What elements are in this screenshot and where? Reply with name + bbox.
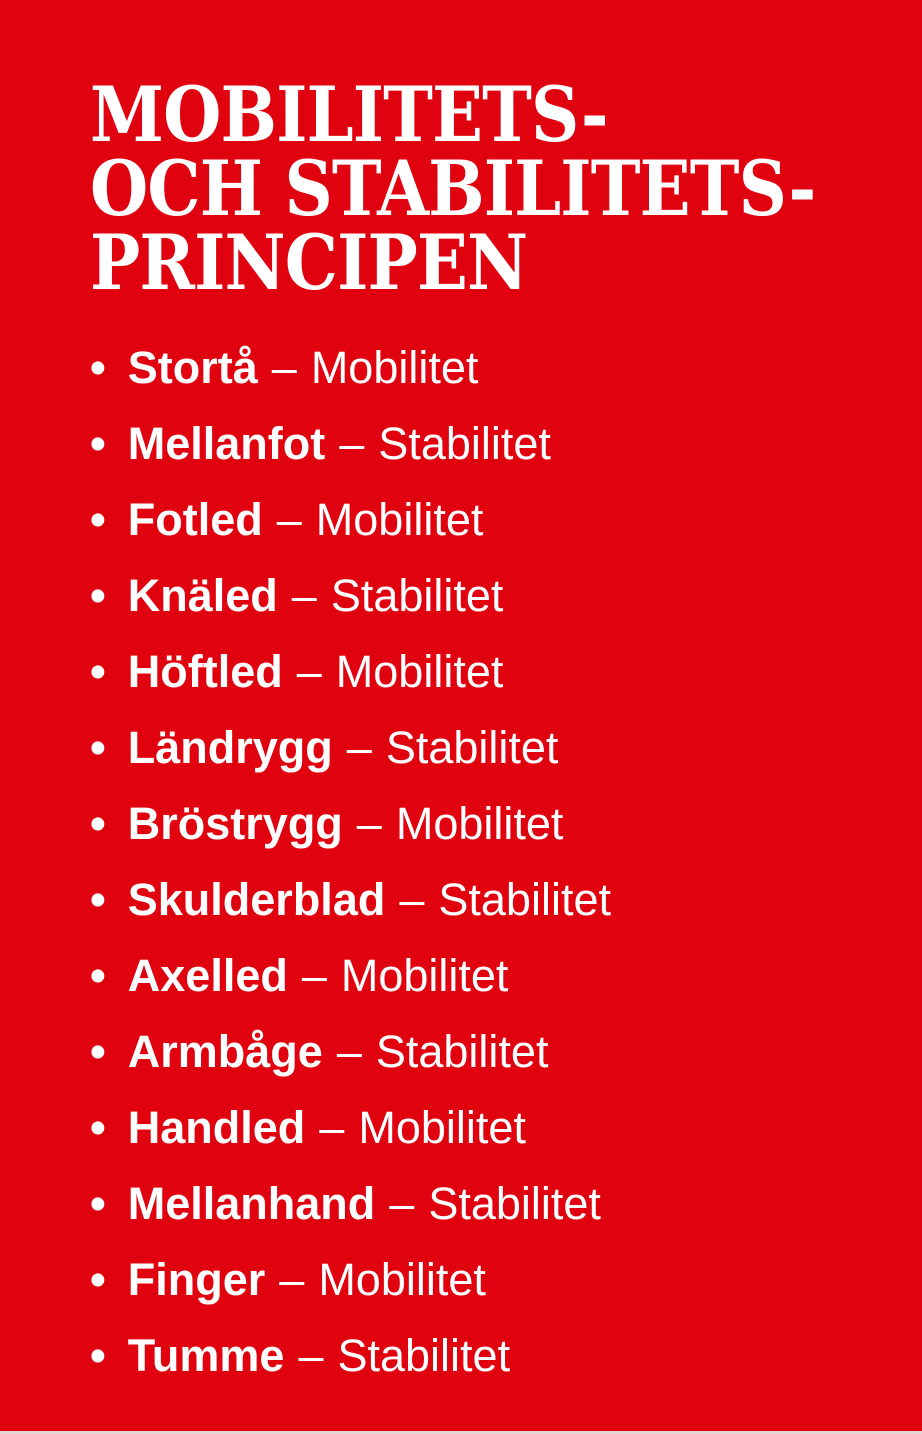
- list-item: [0, 406, 922, 482]
- list-item: [0, 710, 922, 786]
- separator-dash: –: [298, 1330, 324, 1381]
- joint-name: Fotled: [127, 494, 263, 545]
- list-item: [0, 1242, 922, 1318]
- bullet-icon: •: [90, 950, 106, 1001]
- bullet-icon: •: [90, 342, 106, 393]
- joint-name: Höftled: [127, 646, 283, 697]
- bullet-icon: •: [90, 646, 106, 697]
- title-line-2: OCH STABILITETS-: [90, 144, 816, 233]
- bullet-icon: •: [90, 1102, 106, 1153]
- joint-name: Axelled: [127, 950, 288, 1001]
- joint-name: Mellanhand: [127, 1178, 376, 1229]
- separator-dash: –: [301, 950, 327, 1001]
- principle-value: Stabilitet: [438, 874, 611, 925]
- separator-dash: –: [389, 1178, 415, 1229]
- bullet-icon: •: [90, 1330, 106, 1381]
- principle-value: Stabilitet: [378, 418, 551, 469]
- separator-dash: –: [339, 418, 365, 469]
- joint-name: Armbåge: [127, 1026, 323, 1077]
- separator-dash: –: [399, 874, 425, 925]
- principle-value: Stabilitet: [337, 1330, 511, 1381]
- bullet-icon: •: [90, 722, 106, 773]
- joint-name: Tumme: [127, 1330, 285, 1381]
- joint-name: Knäled: [127, 570, 278, 621]
- list-item: [0, 1318, 922, 1394]
- joint-name: Ländrygg: [127, 722, 333, 773]
- joint-name: Stortå: [127, 342, 258, 393]
- separator-dash: –: [346, 722, 372, 773]
- principle-value: Stabilitet: [375, 1026, 549, 1077]
- list-item: [0, 330, 922, 406]
- bullet-icon: •: [90, 1254, 106, 1305]
- separator-dash: –: [276, 494, 302, 545]
- title-line-1: MOBILITETS-: [90, 70, 608, 159]
- principle-value: Mobilitet: [335, 646, 504, 697]
- separator-dash: –: [336, 1026, 362, 1077]
- principle-value: Mobilitet: [358, 1102, 526, 1153]
- joint-name: Skulderblad: [127, 874, 386, 925]
- principle-value: Stabilitet: [428, 1178, 601, 1229]
- list-item: [0, 1090, 922, 1166]
- principle-value: Stabilitet: [330, 570, 504, 621]
- principle-value: Mobilitet: [315, 494, 484, 545]
- joint-name: Finger: [127, 1254, 266, 1305]
- list-item: [0, 482, 922, 558]
- separator-dash: –: [271, 342, 297, 393]
- bullet-icon: •: [90, 1026, 106, 1077]
- principle-value: Mobilitet: [395, 798, 564, 849]
- list-item: [0, 558, 922, 634]
- separator-dash: –: [296, 646, 322, 697]
- separator-dash: –: [319, 1102, 345, 1153]
- principles-list: [0, 330, 922, 1394]
- bullet-icon: •: [90, 798, 106, 849]
- joint-name: Handled: [127, 1102, 306, 1153]
- list-item: [0, 1014, 922, 1090]
- separator-dash: –: [279, 1254, 305, 1305]
- bullet-icon: •: [90, 570, 106, 621]
- title-line-3: PRINCIPEN: [90, 218, 528, 307]
- list-item: [0, 1166, 922, 1242]
- principle-value: Mobilitet: [318, 1254, 486, 1305]
- bullet-icon: •: [90, 418, 106, 469]
- principle-value: Mobilitet: [340, 950, 509, 1001]
- separator-dash: –: [356, 798, 382, 849]
- bullet-icon: •: [90, 874, 106, 925]
- separator-dash: –: [291, 570, 317, 621]
- bullet-icon: •: [90, 1178, 106, 1229]
- bullet-icon: •: [90, 494, 106, 545]
- list-item: [0, 938, 922, 1014]
- principle-value: Mobilitet: [310, 342, 479, 393]
- list-item: [0, 786, 922, 862]
- joint-name: Mellanfot: [127, 418, 326, 469]
- list-item: [0, 634, 922, 710]
- list-item: [0, 862, 922, 938]
- page-title: [90, 70, 816, 307]
- principle-value: Stabilitet: [385, 722, 559, 773]
- joint-name: Bröstrygg: [127, 798, 343, 849]
